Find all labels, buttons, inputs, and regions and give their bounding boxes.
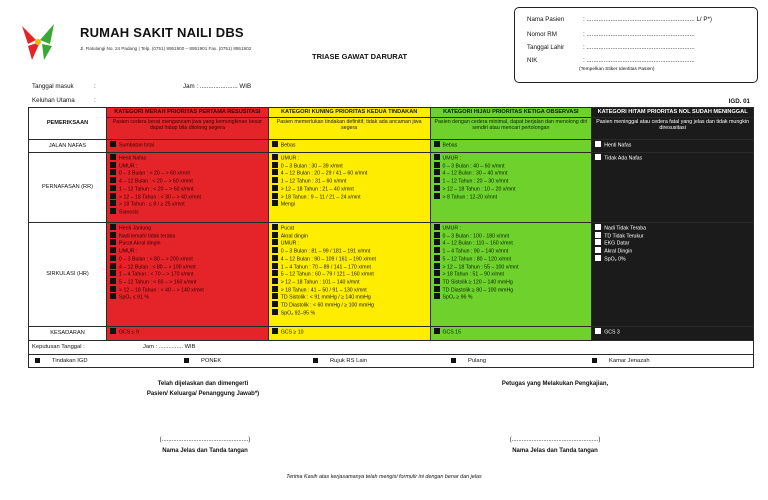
- option-tindakan-igd-label: Tindakan IGD: [52, 358, 88, 364]
- criteria-item[interactable]: [434, 193, 589, 201]
- criteria-text: TD Sistolik : < 91 mmHg / ≥ 140 mmHg: [280, 294, 371, 301]
- sirkulasi-label: SIRKULASI (HR): [29, 223, 107, 327]
- criteria-item[interactable]: [110, 293, 265, 301]
- thanks-note: Terima Kasih atas kerjasamanya telah mengisi formulir ini dengan benar dan jelas: [286, 474, 482, 480]
- criteria-text: 5 – 12 Tahun : 60 – 79 / 121 – 160 x/mnt: [280, 271, 374, 278]
- tanggal-masuk-label: Tanggal masuk: [32, 83, 74, 90]
- checkbox-icon: [272, 247, 278, 253]
- checkbox-icon: [595, 247, 601, 253]
- keputusan-jam-field[interactable]: Jam : ............... WIB: [143, 344, 196, 350]
- criteria-text: Pucat Akral dingin: [119, 240, 161, 247]
- criteria-item[interactable]: [434, 154, 589, 162]
- criteria-text: UMUR :: [280, 240, 300, 247]
- checkbox-icon: [110, 200, 116, 206]
- criteria-text: GCS 3: [604, 329, 620, 336]
- criteria-item[interactable]: [595, 328, 750, 336]
- criteria-text: TD Diastolik ≥ 80 – 100 mmHg: [442, 287, 514, 294]
- criteria-item[interactable]: [110, 193, 265, 201]
- criteria-text: > 18 Tahun : ≤ 8 / ≥ 25 x/mnt: [119, 201, 185, 208]
- criteria-text: 1 – 12 Tahun : < 20 – > 60 x/mnt: [119, 186, 194, 193]
- option-kamar-jenazah-label: Kamar Jenazah: [609, 358, 650, 364]
- criteria-text: UMUR :: [442, 155, 461, 162]
- checkbox-icon: [595, 224, 601, 230]
- checkbox-icon: [434, 255, 440, 261]
- criteria-item[interactable]: [434, 286, 589, 294]
- criteria-text: > 12 – 18 Tahun : 21 – 40 x/mnt: [280, 186, 354, 193]
- criteria-item[interactable]: [434, 169, 589, 177]
- criteria-text: TD Diastolik : < 60 mmHg / ≥ 100 mmHg: [280, 302, 374, 309]
- criteria-item[interactable]: [595, 255, 750, 263]
- criteria-item[interactable]: [434, 185, 589, 193]
- criteria-text: SpO₂ ≤ 91 %: [119, 294, 149, 301]
- criteria-item[interactable]: [434, 247, 589, 255]
- criteria-item[interactable]: [434, 293, 589, 301]
- checkbox-icon: [595, 154, 601, 160]
- patient-identity-box: [514, 7, 758, 83]
- checkbox-icon: [110, 255, 116, 261]
- criteria-item[interactable]: [110, 162, 265, 170]
- checkbox-icon: [110, 169, 116, 175]
- right-sign-line1: Petugas yang Melakukan Pengkajian,: [501, 381, 609, 387]
- rm-label: Nomor RM: [527, 31, 557, 38]
- checkbox-icon: [272, 293, 278, 299]
- green-pernafasan: [430, 153, 592, 223]
- criteria-item[interactable]: [110, 286, 265, 294]
- criteria-text: 1 – 12 Tahun : 20 – 30 x/mnt: [442, 178, 509, 185]
- criteria-item[interactable]: [272, 255, 427, 263]
- checkbox-icon: [434, 247, 440, 253]
- criteria-text: > 18 Tahun : 9 – 11 / 21 – 24 x/mnt: [280, 194, 361, 201]
- criteria-text: Bebas: [280, 142, 296, 149]
- criteria-text: SpO₂ ≥ 96 %: [442, 294, 473, 301]
- criteria-item[interactable]: [110, 208, 265, 216]
- checkbox-icon: [434, 177, 440, 183]
- criteria-text: TD Sistolik ≥ 120 – 140 mmHg: [442, 279, 513, 286]
- pernafasan-label: PERNAFASAN (RR): [29, 153, 107, 223]
- criteria-item[interactable]: [595, 247, 750, 255]
- criteria-item[interactable]: [272, 224, 427, 232]
- criteria-item[interactable]: [595, 141, 750, 149]
- checkbox-icon: [434, 185, 440, 191]
- black-pernafasan: [592, 153, 754, 223]
- criteria-item[interactable]: [434, 255, 589, 263]
- green-category-desc: Pasien dengan cedera minimal, dapat berjalan dan menolong diri sendiri atau mencari pertolongan: [430, 118, 592, 140]
- checkbox-icon: [434, 169, 440, 175]
- criteria-item[interactable]: [110, 263, 265, 271]
- criteria-text: GCS ≤ 9: [119, 329, 139, 336]
- criteria-item[interactable]: [110, 154, 265, 162]
- criteria-item[interactable]: [110, 278, 265, 286]
- checkbox-icon: [110, 193, 116, 199]
- nama-field[interactable]: : ............................................................... L/ P*): [583, 16, 712, 23]
- criteria-item[interactable]: [272, 185, 427, 193]
- checkbox-icon: [272, 270, 278, 276]
- checkbox-icon: [434, 193, 440, 199]
- criteria-item[interactable]: [434, 328, 589, 336]
- checkbox-icon: [434, 239, 440, 245]
- checkbox-icon: [110, 247, 116, 253]
- checkbox-icon: [272, 193, 278, 199]
- checkbox-icon: [272, 185, 278, 191]
- criteria-item[interactable]: [272, 278, 427, 286]
- right-signature-field[interactable]: (....................................................): [509, 437, 601, 443]
- checkbox-icon: [434, 232, 440, 238]
- keputusan-label: Keputusan Tanggal :: [32, 344, 85, 350]
- yellow-category-desc: Pasien memerlukan tindakan definitif, tidak ada ancaman jiwa segera: [268, 118, 430, 140]
- checkbox-icon: [110, 141, 116, 147]
- criteria-text: Sianosis: [119, 209, 139, 216]
- checkbox-icon: [595, 255, 601, 261]
- checkbox-icon: [110, 177, 116, 183]
- green-kesadaran: [430, 327, 592, 341]
- criteria-item[interactable]: [595, 232, 750, 240]
- checkbox-icon: [35, 358, 40, 363]
- nik-label: NIK: [527, 57, 538, 64]
- criteria-text: TD Tidak Terukur: [604, 233, 644, 240]
- criteria-item[interactable]: [110, 255, 265, 263]
- tanggal-masuk-field[interactable]: :: [94, 83, 96, 90]
- criteria-text: Henti Nafas: [119, 155, 147, 162]
- criteria-item[interactable]: [595, 224, 750, 232]
- criteria-text: GCS ≥ 10: [280, 329, 304, 336]
- yellow-pernafasan: [268, 153, 430, 223]
- criteria-item[interactable]: [434, 278, 589, 286]
- criteria-text: UMUR :: [119, 248, 138, 255]
- criteria-text: 0 – 3 Bulan : 30 – 39 x/mnt: [280, 163, 343, 170]
- criteria-text: > 12 – 18 Tahun : 10 – 20 x/mnt: [442, 186, 516, 193]
- criteria-item[interactable]: [272, 293, 427, 301]
- checkbox-icon: [110, 185, 116, 191]
- checkbox-icon: [272, 141, 278, 147]
- checkbox-icon: [595, 232, 601, 238]
- black-category-desc: Pasien meninggal atau cedera fatal yang jelas dan tidak mungkin diresusitasi: [592, 118, 754, 140]
- form-title: TRIASE GAWAT DARURAT: [312, 52, 408, 61]
- triage-table: [28, 107, 754, 368]
- criteria-item[interactable]: [434, 239, 589, 247]
- checkbox-icon: [272, 162, 278, 168]
- criteria-item[interactable]: [110, 239, 265, 247]
- keluhan-utama-label: Keluhan Utama: [32, 97, 75, 104]
- criteria-item[interactable]: [110, 232, 265, 240]
- checkbox-icon: [272, 286, 278, 292]
- criteria-item[interactable]: [272, 263, 427, 271]
- decision-options-row: [29, 355, 754, 368]
- red-category-header: KATEGORI MERAH PRIORITAS PERTAMA RESUSITASI: [107, 108, 269, 118]
- criteria-text: Akral dingin: [280, 233, 308, 240]
- keluhan-utama-field[interactable]: :: [94, 97, 96, 104]
- checkbox-icon: [272, 301, 278, 307]
- left-signature-field[interactable]: (....................................................): [159, 437, 251, 443]
- criteria-item[interactable]: [272, 193, 427, 201]
- red-jalan-nafas: [107, 140, 269, 153]
- criteria-text: 4 – 12 Bulan : < 20 – > 60 x/mnt: [119, 178, 193, 185]
- jam-masuk-field[interactable]: Jam : ...................... WIB: [183, 83, 252, 90]
- criteria-item[interactable]: [434, 177, 589, 185]
- criteria-item[interactable]: [434, 263, 589, 271]
- green-category-header: KATEGORI HIJAU PRIORITAS KETIGA OBSERVASI: [430, 108, 592, 118]
- criteria-text: > 12 – 18 Tahun : 55 – 100 x/mnt: [442, 264, 519, 271]
- criteria-text: > 18 Tahun : 41 – 50 / 91 – 130 x/mnt: [280, 287, 367, 294]
- criteria-item[interactable]: [110, 177, 265, 185]
- criteria-text: 0 – 3 Bulan : 100 - 180 x/mnt: [442, 233, 510, 240]
- checkbox-icon: [434, 224, 440, 230]
- criteria-item[interactable]: [110, 328, 265, 336]
- jalan-nafas-label: JALAN NAFAS: [29, 140, 107, 153]
- checkbox-icon: [110, 239, 116, 245]
- criteria-item[interactable]: [434, 141, 589, 149]
- rm-field[interactable]: : ...............................................................: [583, 31, 695, 38]
- checkbox-icon: [110, 286, 116, 292]
- criteria-item[interactable]: [434, 270, 589, 278]
- option-tindakan-igd[interactable]: [35, 358, 88, 364]
- criteria-text: 0 – 3 Bulan : 81 – 99 / 181 – 191 x/mnt: [280, 248, 371, 255]
- criteria-text: UMUR :: [280, 155, 300, 162]
- black-sirkulasi: [592, 223, 754, 327]
- criteria-text: UMUR :: [119, 163, 138, 170]
- checkbox-icon: [110, 293, 116, 299]
- checkbox-icon: [595, 141, 601, 147]
- criteria-text: > 12 – 18 Tahun : < 30 – > 40 x/mnt: [119, 194, 201, 201]
- criteria-text: Henti Jantung: [119, 225, 152, 232]
- checkbox-icon: [184, 358, 189, 363]
- checkbox-icon: [434, 154, 440, 160]
- criteria-item[interactable]: [272, 239, 427, 247]
- checkbox-icon: [434, 162, 440, 168]
- criteria-item[interactable]: [595, 154, 750, 162]
- criteria-item[interactable]: [272, 270, 427, 278]
- checkbox-icon: [110, 154, 116, 160]
- criteria-text: UMUR :: [442, 225, 461, 232]
- criteria-text: Pucat: [280, 225, 295, 232]
- checkbox-icon: [272, 232, 278, 238]
- criteria-item[interactable]: [272, 309, 427, 317]
- checkbox-icon: [110, 278, 116, 284]
- nama-label: Nama Pasien: [527, 16, 565, 23]
- criteria-text: > 12 – 18 Tahun : 101 – 140 x/mnt: [280, 279, 360, 286]
- criteria-text: 0 – 3 Bulan : 40 – 60 x/mnt: [442, 163, 505, 170]
- criteria-item[interactable]: [434, 232, 589, 240]
- checkbox-icon: [434, 270, 440, 276]
- criteria-text: > 12 – 18 Tahun : < 40 – > 140 x/mnt: [119, 287, 204, 294]
- checkbox-icon: [434, 141, 440, 147]
- criteria-text: 0 – 3 Bulan : < 20 – > 60 x/mnt: [119, 170, 190, 177]
- option-rujuk-label: Rujuk RS Lain: [330, 358, 368, 364]
- checkbox-icon: [434, 286, 440, 292]
- criteria-text: Tidak Ada Nafas: [604, 155, 643, 162]
- criteria-text: 0 – 3 Bulan : < 80 – > 200 x/mnt: [119, 256, 193, 263]
- form-code: IGD. 01: [728, 98, 750, 105]
- criteria-text: 5 – 12 Tahun : < 60 – > 160 x/mnt: [119, 279, 197, 286]
- red-sirkulasi: [107, 223, 269, 327]
- checkbox-icon: [451, 358, 456, 363]
- checkbox-icon: [272, 169, 278, 175]
- criteria-text: Akral Dingin: [604, 248, 633, 255]
- lahir-field[interactable]: : ...............................................................: [583, 44, 695, 51]
- option-pulang[interactable]: [451, 358, 486, 364]
- pemeriksaan-header: PEMERIKSAAN: [29, 108, 107, 140]
- checkbox-icon: [272, 263, 278, 269]
- keputusan-row: [29, 341, 754, 355]
- criteria-item[interactable]: [434, 162, 589, 170]
- criteria-item[interactable]: [434, 224, 589, 232]
- criteria-item[interactable]: [272, 154, 427, 162]
- criteria-text: 4 – 12 Bulan : < 80 – > 190 x/mnt: [119, 264, 196, 271]
- criteria-text: > 8 Tahun : 12-20 x/mnt: [442, 194, 498, 201]
- checkbox-icon: [110, 208, 116, 214]
- black-category-header: KATEGORI HITAM PRIORITAS NOL SUDAH MENINGGAL: [592, 108, 754, 118]
- criteria-item[interactable]: [110, 247, 265, 255]
- criteria-text: > 18 Tahun : 51 – 90 x/mnt: [442, 271, 504, 278]
- criteria-item[interactable]: [272, 286, 427, 294]
- checkbox-icon: [272, 328, 278, 334]
- checkbox-icon: [434, 278, 440, 284]
- criteria-item[interactable]: [110, 141, 265, 149]
- criteria-text: 5 – 12 Tahun : 80 – 120 x/mnt: [442, 256, 512, 263]
- criteria-text: SpO₂ 0%: [604, 256, 626, 263]
- yellow-kesadaran: [268, 327, 430, 341]
- right-sign-caption: Nama Jelas dan Tanda tangan: [512, 448, 598, 454]
- option-kamar-jenazah[interactable]: [592, 358, 650, 364]
- criteria-item[interactable]: [272, 141, 427, 149]
- checkbox-icon: [110, 224, 116, 230]
- red-pernafasan: [107, 153, 269, 223]
- checkbox-icon: [110, 328, 116, 334]
- hospital-address: Jl. Ratulangi No. 24 Padang | Telp. (0751) 8951900 – 8951901 Fax. (0751) 8951902: [80, 46, 252, 51]
- criteria-text: 4 – 12 Bulan : 110 – 160 x/mnt: [442, 240, 513, 247]
- criteria-text: 1 – 4 Tahun : 70 – 89 / 141 – 170 x/mnt: [280, 264, 371, 271]
- checkbox-icon: [110, 162, 116, 168]
- checkbox-icon: [313, 358, 318, 363]
- criteria-item[interactable]: [110, 270, 265, 278]
- red-kesadaran: [107, 327, 269, 341]
- yellow-category-header: KATEGORI KUNING PRIORITAS KEDUA TINDAKAN: [268, 108, 430, 118]
- left-sign-line1: Telah dijelaskan dan dimengerti: [157, 381, 249, 387]
- checkbox-icon: [595, 239, 601, 245]
- nik-field[interactable]: : ...............................................................: [583, 57, 695, 64]
- green-sirkulasi: [430, 223, 592, 327]
- black-kesadaran: [592, 327, 754, 341]
- hospital-logo: [14, 22, 64, 62]
- option-pulang-label: Pulang: [468, 358, 487, 364]
- sticker-note: (Tempelkan Stiker Identitas Pasien): [579, 67, 655, 72]
- checkbox-icon: [272, 224, 278, 230]
- checkbox-icon: [595, 328, 601, 334]
- criteria-item[interactable]: [272, 232, 427, 240]
- green-jalan-nafas: [430, 140, 592, 153]
- checkbox-icon: [110, 232, 116, 238]
- yellow-jalan-nafas: [268, 140, 430, 153]
- checkbox-icon: [272, 154, 278, 160]
- checkbox-icon: [272, 309, 278, 315]
- hospital-name: RUMAH SAKIT NAILI DBS: [80, 25, 244, 40]
- criteria-item[interactable]: [110, 224, 265, 232]
- criteria-text: 1 – 4 Tahun : < 70 – > 170 x/mnt: [119, 271, 194, 278]
- kesadaran-label: KESADARAN: [29, 327, 107, 341]
- lahir-label: Tanggal Lahir: [527, 44, 565, 51]
- checkbox-icon: [272, 255, 278, 261]
- option-rujuk[interactable]: [313, 358, 367, 364]
- criteria-item[interactable]: [272, 162, 427, 170]
- criteria-text: 1 – 4 Tahun : 90 – 140 x/mnt: [442, 248, 509, 255]
- criteria-item[interactable]: [272, 247, 427, 255]
- criteria-item[interactable]: [272, 169, 427, 177]
- checkbox-icon: [272, 239, 278, 245]
- criteria-item[interactable]: [595, 239, 750, 247]
- criteria-item[interactable]: [272, 177, 427, 185]
- criteria-item[interactable]: [110, 169, 265, 177]
- checkbox-icon: [434, 328, 440, 334]
- left-sign-caption: Nama Jelas dan Tanda tangan: [162, 448, 248, 454]
- black-jalan-nafas: [592, 140, 754, 153]
- criteria-text: 4 – 12 Bulan : 20 – 29 / 41 – 60 x/mnt: [280, 170, 368, 177]
- criteria-item[interactable]: [272, 200, 427, 208]
- yellow-sirkulasi: [268, 223, 430, 327]
- criteria-item[interactable]: [272, 328, 427, 336]
- option-ponek-label: PONEK: [201, 358, 222, 364]
- red-category-desc: Pasien cedera berat mengancam jiwa yang kemungkinan besar dapat hidup bila ditolong segera: [107, 118, 269, 140]
- criteria-text: Nadi Tidak Teraba: [604, 225, 646, 232]
- criteria-text: Nadi lemah/ tidak teraba: [119, 233, 176, 240]
- criteria-text: 1 – 12 Tahun : 31 – 60 x/mnt: [280, 178, 347, 185]
- checkbox-icon: [434, 263, 440, 269]
- criteria-text: Bebas: [442, 142, 458, 149]
- checkbox-icon: [592, 358, 597, 363]
- criteria-text: Mengi: [280, 201, 295, 208]
- criteria-text: 4 – 12 Bulan : 30 – 40 x/mnt: [442, 170, 508, 177]
- criteria-item[interactable]: [272, 301, 427, 309]
- criteria-item[interactable]: [110, 200, 265, 208]
- criteria-text: 4 – 12 Bulan : 90 – 109 / 161 – 190 x/mnt: [280, 256, 376, 263]
- criteria-text: SpO₂ 92–95 %: [280, 310, 316, 317]
- checkbox-icon: [110, 270, 116, 276]
- criteria-text: Sumbatan total: [119, 142, 154, 149]
- criteria-text: EKG Datar: [604, 240, 630, 247]
- checkbox-icon: [434, 293, 440, 299]
- checkbox-icon: [110, 263, 116, 269]
- left-sign-line2: Pasien/ Keluarga/ Penanggung Jawab*): [146, 391, 260, 397]
- checkbox-icon: [272, 200, 278, 206]
- checkbox-icon: [272, 177, 278, 183]
- criteria-text: GCS 15: [442, 329, 461, 336]
- checkbox-icon: [272, 278, 278, 284]
- criteria-item[interactable]: [110, 185, 265, 193]
- criteria-text: Henti Nafas: [604, 142, 632, 149]
- option-ponek[interactable]: [184, 358, 221, 364]
